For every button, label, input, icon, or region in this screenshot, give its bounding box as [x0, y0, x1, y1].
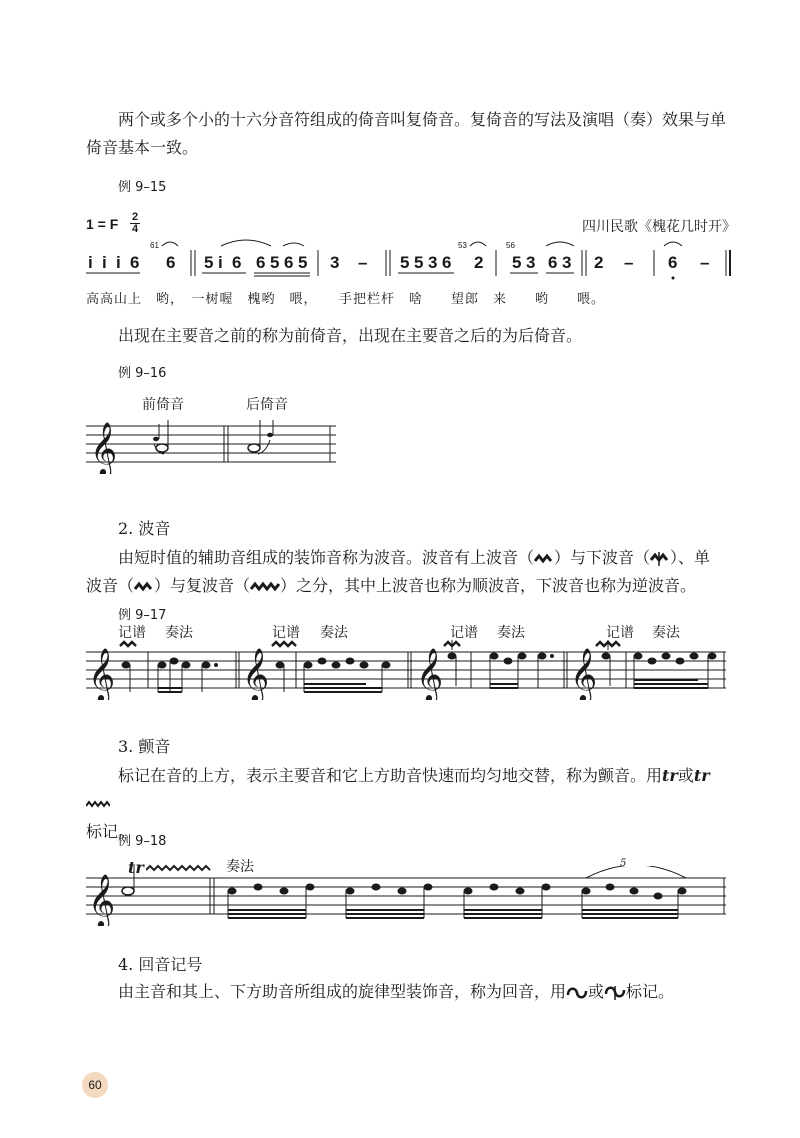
ex17-notation-2: 记谱	[272, 625, 300, 641]
svg-text:3: 3	[330, 253, 340, 272]
svg-text:i: i	[102, 253, 107, 272]
heading-trill: 3. 颤音	[118, 737, 171, 756]
p5-end: 标记。	[626, 982, 675, 1001]
lower-mordent-icon	[650, 552, 670, 566]
svg-text:6: 6	[166, 253, 176, 272]
svg-text:5: 5	[270, 253, 280, 272]
svg-text:56: 56	[506, 241, 515, 250]
turn-icon	[566, 987, 588, 999]
treble-clef-icon-4: 𝄞	[570, 647, 598, 700]
time-bottom: 4	[131, 223, 139, 235]
svg-text:–: –	[624, 253, 634, 272]
svg-text:2: 2	[474, 253, 484, 272]
svg-text:5: 5	[204, 253, 214, 272]
p3-text-b: ）与下波音（	[554, 548, 651, 567]
svg-text:5: 5	[512, 253, 522, 272]
example-label-9-15: 例 9–15	[118, 180, 167, 195]
svg-text:6: 6	[130, 253, 140, 272]
song-source: 四川民歌《槐花几时开》	[582, 219, 736, 235]
staff-example-9-17	[86, 640, 736, 700]
p4-end: 标记。	[86, 822, 135, 841]
svg-text:61: 61	[150, 241, 159, 250]
inverted-turn-icon	[604, 986, 626, 1000]
paragraph-trill	[86, 762, 726, 846]
time-top: 2	[131, 211, 139, 223]
double-mordent-icon	[250, 581, 280, 593]
treble-clef-icon: 𝄞	[90, 421, 118, 474]
jianpu-example-9-15	[86, 212, 736, 312]
single-mordent-icon	[134, 581, 154, 593]
key-signature: 1 = F	[86, 216, 119, 232]
treble-clef-icon-5: 𝄞	[88, 873, 116, 926]
trill-symbol-2: tr	[693, 766, 710, 785]
lyrics: 高高山上 哟， 一树喔 槐哟 喂， 手把栏杆 啥 望郎 来 哟 喂。	[86, 292, 606, 307]
ex17-play-1: 奏法	[165, 625, 193, 641]
p3-text-e: ）之分，其中上波音也称为顺波音，下波音也称为逆波音。	[280, 576, 697, 595]
trill-wave-icon	[86, 800, 110, 810]
heading-mordent: 2. 波音	[118, 519, 171, 538]
svg-text:2: 2	[594, 253, 604, 272]
svg-text:6: 6	[668, 253, 678, 272]
label-front-grace: 前倚音	[142, 397, 184, 413]
svg-text:6: 6	[548, 253, 558, 272]
svg-text:53: 53	[458, 241, 467, 250]
svg-text:3: 3	[562, 253, 572, 272]
label-back-grace: 后倚音	[246, 397, 288, 413]
svg-text:6: 6	[284, 253, 294, 272]
jianpu-notes	[86, 236, 736, 286]
svg-text:6: 6	[232, 253, 242, 272]
ex17-notation-3: 记谱	[450, 625, 478, 641]
trill-symbol: tr	[662, 766, 678, 785]
paragraph-grace-position: 出现在主要音之前的称为前倚音，出现在主要音之后的为后倚音。	[118, 326, 583, 345]
svg-text:6: 6	[442, 253, 452, 272]
time-signature	[130, 212, 140, 235]
p3-text-c: ）、单波音（	[86, 548, 711, 595]
staff-example-9-16	[86, 414, 346, 474]
p5-or: 或	[588, 982, 605, 1001]
paragraph-compound-grace: 两个或多个小的十六分音符组成的倚音叫复倚音。复倚音的写法及演唱（奏）效果与单倚音基本一致。	[86, 110, 727, 157]
example-label-9-16: 例 9–16	[118, 366, 167, 381]
svg-text:5: 5	[400, 253, 410, 272]
ex18-play: 奏法	[226, 859, 254, 875]
svg-text:i: i	[116, 253, 121, 272]
treble-clef-icon-2: 𝄞	[242, 647, 270, 700]
paragraph-turn	[86, 978, 726, 1006]
ex18-tr: tr	[128, 858, 144, 877]
ex17-play-3: 奏法	[497, 625, 525, 641]
svg-text:–: –	[700, 253, 710, 272]
ex17-play-2: 奏法	[320, 625, 348, 641]
svg-text:5: 5	[414, 253, 424, 272]
p3-text-a: 由短时值的辅助音组成的装饰音称为波音。波音有上波音（	[118, 548, 535, 567]
staff-example-9-18	[86, 866, 736, 926]
svg-text:3: 3	[526, 253, 536, 272]
example-label-9-18: 例 9–18	[118, 834, 167, 849]
treble-clef-icon-3: 𝄞	[416, 647, 444, 700]
p4-text-a: 标记在音的上方，表示主要音和它上方助音快速而均匀地交替，称为颤音。用	[118, 766, 663, 785]
example-label-9-17: 例 9–17	[118, 608, 167, 623]
heading-turn: 4. 回音记号	[118, 955, 203, 974]
svg-text:–: –	[358, 253, 368, 272]
p4-or: 或	[677, 766, 694, 785]
upper-mordent-icon	[534, 553, 554, 565]
page-number: 60	[82, 1072, 108, 1098]
svg-text:i: i	[218, 253, 223, 272]
treble-clef-icon-1: 𝄞	[88, 647, 116, 700]
ex17-notation-4: 记谱	[606, 625, 634, 641]
ex17-notation-1: 记谱	[118, 625, 146, 641]
svg-text:5: 5	[298, 253, 308, 272]
svg-text:3: 3	[428, 253, 438, 272]
p5-text-a: 由主音和其上、下方助音所组成的旋律型装饰音，称为回音，用	[118, 982, 567, 1001]
ex17-play-4: 奏法	[652, 625, 680, 641]
ex18-tuplet: 5	[620, 858, 627, 869]
svg-text:6: 6	[256, 253, 266, 272]
svg-text:i: i	[88, 253, 93, 272]
paragraph-mordent	[86, 544, 726, 600]
p3-text-d: ）与复波音（	[154, 576, 251, 595]
